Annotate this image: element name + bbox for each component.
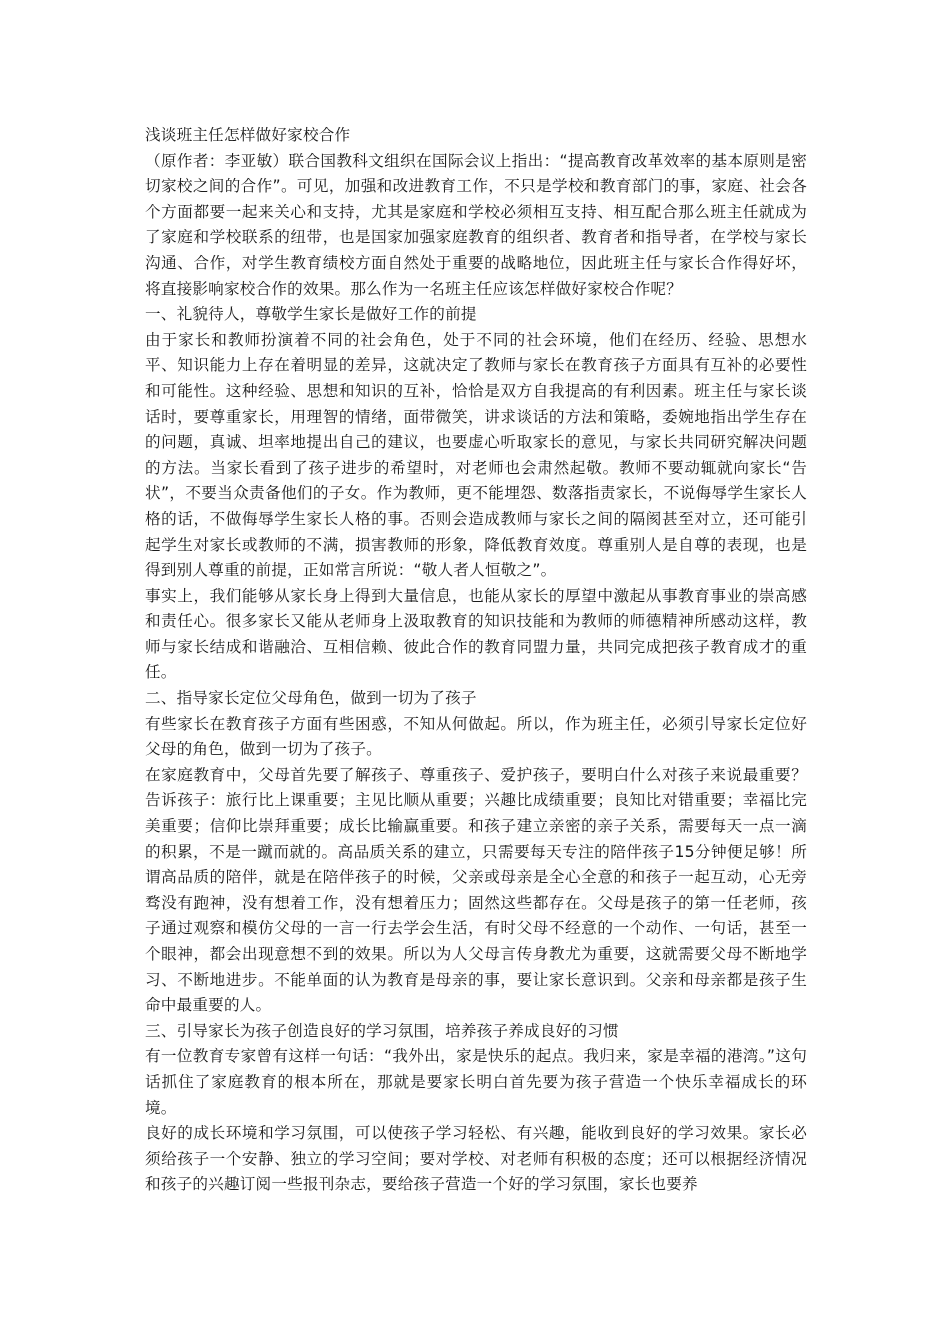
section-3-heading: 三、引导家长为孩子创造良好的学习氛围，培养孩子养成良好的习惯: [145, 1021, 619, 1040]
section-2-paragraph-2: 在家庭教育中，父母首先要了解孩子、尊重孩子、爱护孩子，要明白什么对孩子来说最重要？告诉孩子：旅行比上课重要；主见比顺从重要；兴趣比成绩重要；良知比对错重要；幸福比完美重要；信仰比崇拜重要；成长比输赢重要。和孩子建立亲密的亲子关系，需要每天一点一滴的积累，不是一蹴而就的。高品质关系的建立，只需要每天专注的陪伴孩子15分钟便足够！所谓高品质的陪伴，就是在陪伴孩子的时候，父亲或母亲是全心全意的和孩子一起互动，心无旁骛没有跑神，没有想着工作，没有想着压力；固然这些都存在。父母是孩子的第一任老师，孩子通过观察和模仿父母的一言一行去学会生活，有时父母不经意的一个动作、一句话，甚至一个眼神，都会出现意想不到的效果。所以为人父母言传身教尤为重要，这就需要父母不断地学习、不断地进步。不能单面的认为教育是母亲的事，要让家长意识到。父亲和母亲都是孩子生命中最重要的人。: [145, 765, 807, 1015]
intro-paragraph: （原作者：李亚敏）联合国教科文组织在国际会议上指出：“提高教育改革效率的基本原则是密切家校之间的合作”。可见，加强和改进教育工作，不只是学校和教育部门的事，家庭、社会各个方面都要一起来关心和支持，尤其是家庭和学校必须相互支持、相互配合那么班主任就成为了家庭和学校联系的纽带，也是国家加强家庭教育的组织者、教育者和指导者，在学校与家长沟通、合作，对学生教育绩校方面自然处于重要的战略地位，因此班主任与家长合作得好坏，将直接影响家校合作的效果。那么作为一名班主任应该怎样做好家校合作呢？: [145, 151, 807, 298]
section-1-paragraph-2: 事实上，我们能够从家长身上得到大量信息，也能从家长的厚望中激起从事教育事业的崇高感和责任心。很多家长又能从老师身上汲取教育的知识技能和为教师的师德精神所感动这样，教师与家长结成和谐融洽、互相信赖、彼此合作的教育同盟力量，共同完成把孩子教育成才的重任。: [145, 586, 807, 682]
document-title: 浅谈班主任怎样做好家校合作: [145, 126, 351, 144]
section-2-heading: 二、指导家长定位父母角色，做到一切为了孩子: [145, 689, 477, 708]
section-1-heading: 一、礼貌待人，尊敬学生家长是做好工作的前提: [145, 305, 477, 324]
document-body: [145, 123, 807, 1198]
section-3-paragraph-1: 有一位教育专家曾有这样一句话：“我外出，家是快乐的起点。我归来，家是幸福的港湾。”这句话抓住了家庭教育的根本所在，那就是要家长明白首先要为孩子营造一个快乐幸福成长的环境。: [145, 1047, 807, 1117]
section-1-paragraph-1: 由于家长和教师扮演着不同的社会角色，处于不同的社会环境，他们在经历、经验、思想水平、知识能力上存在着明显的差异，这就决定了教师与家长在教育孩子方面具有互补的必要性和可能性。这种经验、思想和知识的互补，恰恰是双方自我提高的有利因素。班主任与家长谈话时，要尊重家长，用理智的情绪，面带微笑，讲求谈话的方法和策略，委婉地指出学生存在的问题，真诚、坦率地提出自己的建议，也要虚心听取家长的意见，与家长共同研究解决问题的方法。当家长看到了孩子进步的希望时，对老师也会肃然起敬。教师不要动辄就向家长“告状”，不要当众责备他们的子女。作为教师，更不能埋怨、数落指责家长，不说侮辱学生家长人格的话，不做侮辱学生家长人格的事。否则会造成教师与家长之间的隔阂甚至对立，还可能引起学生对家长或教师的不满，损害教师的形象，降低教育效度。尊重别人是自尊的表现，也是得到别人尊重的前提，正如常言所说：“敬人者人恒敬之”。: [145, 330, 807, 580]
section-2-paragraph-1: 有些家长在教育孩子方面有些困惑，不知从何做起。所以，作为班主任，必须引导家长定位好父母的角色，做到一切为了孩子。: [145, 714, 807, 759]
section-3-paragraph-2: 良好的成长环境和学习氛围，可以使孩子学习轻松、有兴趣，能收到良好的学习效果。家长必须给孩子一个安静、独立的学习空间；要对学校、对老师有积极的态度；还可以根据经济情况和孩子的兴趣订阅一些报刊杂志，要给孩子营造一个好的学习氛围，家长也要养: [145, 1124, 807, 1194]
